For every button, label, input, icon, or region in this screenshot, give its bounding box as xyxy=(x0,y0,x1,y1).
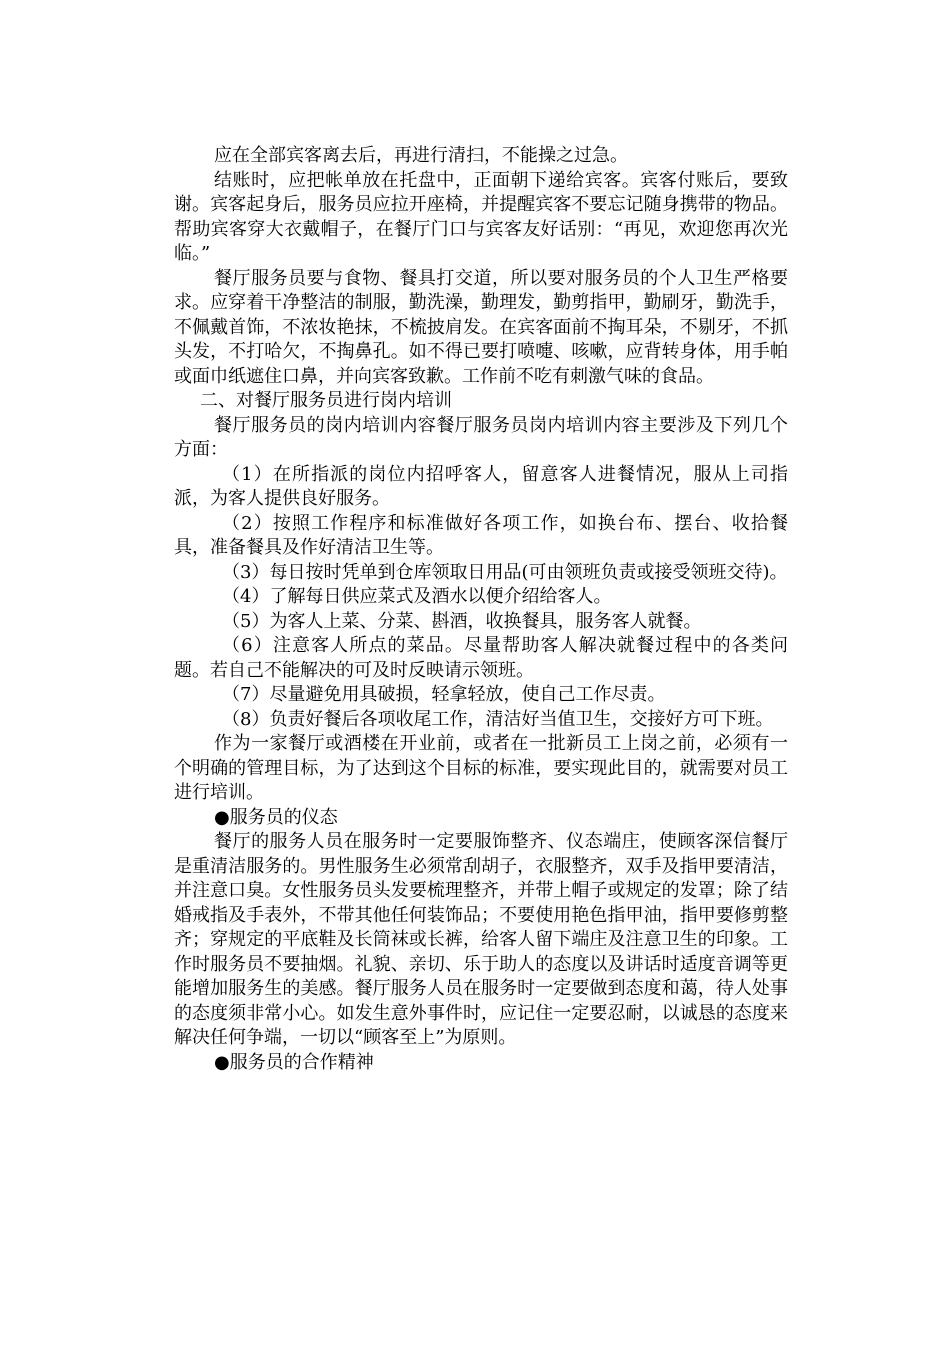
paragraph-cleanup: 应在全部宾客离去后，再进行清扫，不能操之过急。 xyxy=(214,145,628,166)
bullet-heading-teamwork: ●服务员的合作精神 xyxy=(214,1051,374,1073)
paragraph-appearance: 餐厅的服务人员在服务时一定要服饰整齐、仪态端庄，使顾客深信餐厅是重清洁服务的。男性服务生必须常刮胡子，衣服整齐，双手及指甲要清洁，并注意口臭。女性服务员头发要梳理整齐，并带上帽子或规定的发罩；除了结婚戒指及手表外，不带其他任何装饰品；不要使用艳色指甲油，指甲要修剪整齐；穿规定的平底鞋及长筒袜或长裤，给客人留下端庄及注意卫生的印象。工作时服务员不要抽烟。礼貌、亲切、乐于助人的态度以及讲话时适度音调等更能增加服务生的美感。餐厅服务人员在服务时一定要做到态度和蔼，待人处事的态度须非常小心。如发生意外事件时，应记住一定要忍耐，以诚恳的态度来解决任何争端，一切以“顾客至上”为原则。 xyxy=(174,831,788,1048)
list-item-2: （2）按照工作程序和标准做好各项工作，如换台布、摆台、收拾餐具，准备餐具及作好清洁卫生等。 xyxy=(174,512,788,558)
document-page xyxy=(174,144,788,1075)
list-item-8: （8）负责好餐后各项收尾工作，清洁好当值卫生，交接好方可下班。 xyxy=(222,708,774,730)
paragraph-hygiene: 餐厅服务员要与食物、餐具打交道，所以要对服务员的个人卫生严格要求。应穿着干净整洁的制服，勤洗澡，勤理发，勤剪指甲，勤刷牙，勤洗手，不佩戴首饰，不浓妆艳抹，不梳披肩发。在宾客面前不掏耳朵，不剔牙，不抓头发，不打哈欠，不掏鼻孔。如不得已要打喷嚏、咳嗽，应背转身体，用手帕或面巾纸遮住口鼻，并向宾客致歉。工作前不吃有刺激气味的食品。 xyxy=(174,267,788,387)
list-item-6: （6）注意客人所点的菜品。尽量帮助客人解决就餐过程中的各类问题。若自己不能解决的可及时反映请示领班。 xyxy=(174,635,788,681)
paragraph-management-goal: 作为一家餐厅或酒楼在开业前，或者在一批新员工上岗之前，必须有一个明确的管理目标，为了达到这个目标的标准，要实现此目的，就需要对员工进行培训。 xyxy=(174,733,788,803)
list-item-5: （5）为客人上菜、分菜、斟酒，收换餐具，服务客人就餐。 xyxy=(222,610,702,632)
section-heading-training: 二、对餐厅服务员进行岗内培训 xyxy=(200,390,452,411)
list-item-3: （3）每日按时凭单到仓库领取日用品(可由领班负责或接受领班交待)。 xyxy=(222,561,788,583)
paragraph-training-intro: 餐厅服务员的岗内培训内容餐厅服务员岗内培训内容主要涉及下列几个方面： xyxy=(174,414,788,460)
paragraph-checkout: 结账时，应把帐单放在托盘中，正面朝下递给宾客。宾客付账后，要致谢。宾客起身后，服务员应拉开座椅，并提醒宾客不要忘记随身携带的物品。帮助宾客穿大衣戴帽子，在餐厅门口与宾客友好话别：“再见，欢迎您再次光临。” xyxy=(174,169,788,264)
bullet-heading-appearance: ●服务员的仪态 xyxy=(214,806,338,828)
list-item-4: （4）了解每日供应菜式及酒水以便介绍给客人。 xyxy=(222,586,612,607)
list-item-7: （7）尽量避免用具破损，轻拿轻放，使自己工作尽责。 xyxy=(222,684,666,705)
list-item-1: （1）在所指派的岗位内招呼客人，留意客人进餐情况，服从上司指派，为客人提供良好服务。 xyxy=(174,463,788,509)
